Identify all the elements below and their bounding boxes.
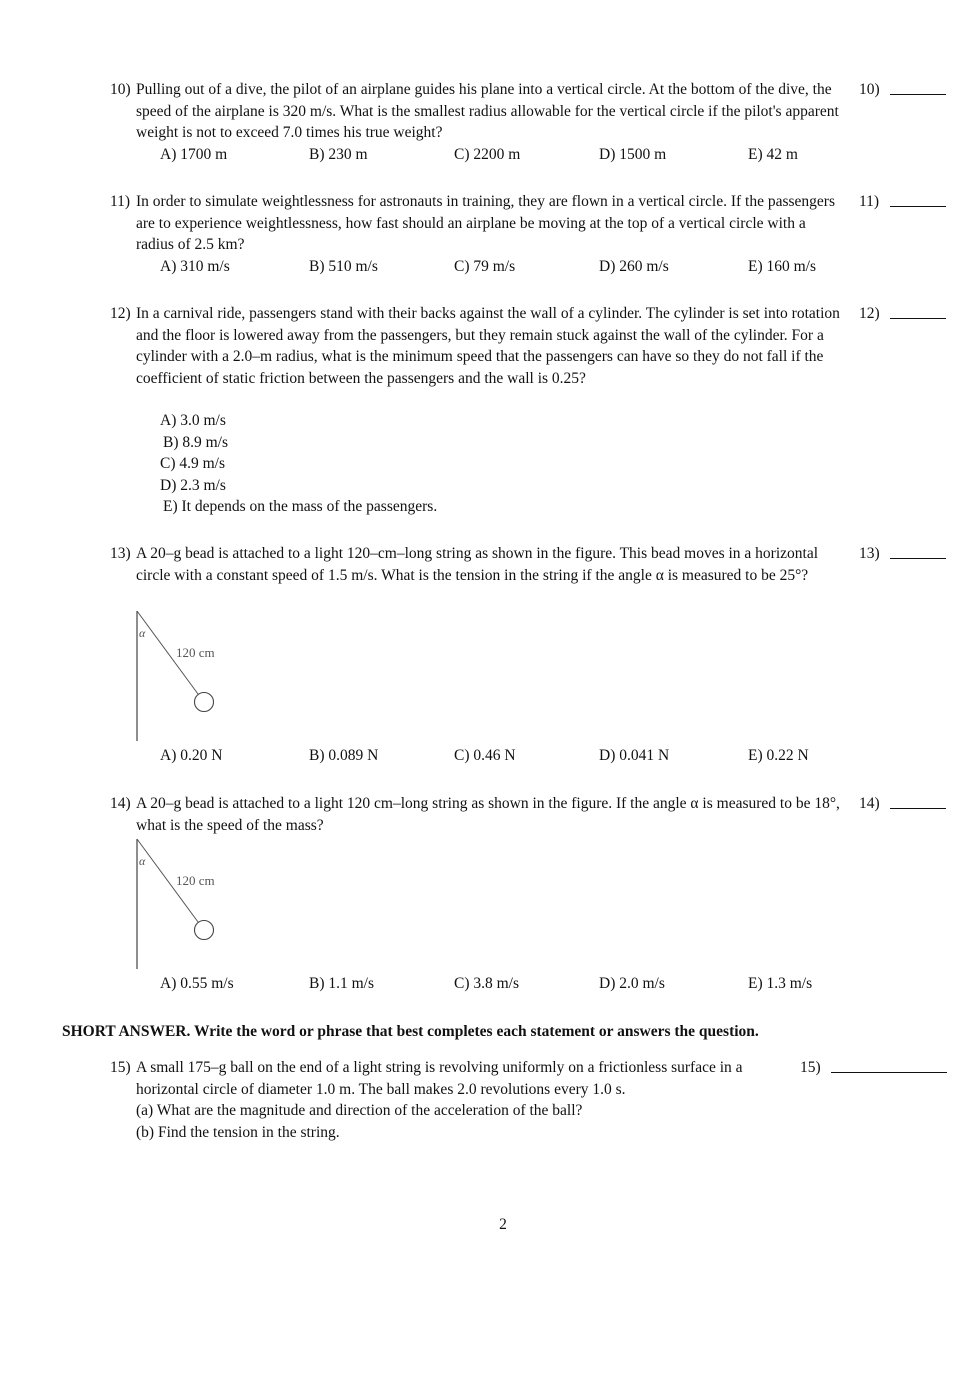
question-number: 13) xyxy=(110,545,131,562)
question-text: A 20–g bead is attached to a light 120–cm–long string as shown in the figure. This bead moves in a horizontal circle with a constant speed of 1.5 m/s. What is the tension in the string if the angle α is measured to be 25°? xyxy=(136,545,819,584)
bead-circle xyxy=(195,921,214,940)
question-text: Pulling out of a dive, the pilot of an airplane guides his plane into a vertical circle. At the bottom of the dive, the speed of the airplane is 320 m/s. What is the smallest radius allowable for the vertical circle if the pilot's apparent weight is not to exceed 7.0 times his true weight? xyxy=(136,81,839,141)
choice-a: A) 310 m/s xyxy=(160,257,230,275)
question-part-b: (b) Find the tension in the string. xyxy=(136,1123,340,1141)
choice-c: C) 4.9 m/s xyxy=(160,455,226,472)
choice-a: A) 1700 m xyxy=(160,145,228,163)
choice-d: D) 0.041 N xyxy=(599,747,670,764)
question-number: 14) xyxy=(110,795,131,812)
answer-line xyxy=(890,206,946,207)
choice-b: B) 0.089 N xyxy=(309,747,379,764)
pendulum-figure xyxy=(130,835,240,971)
answer-blank-label: 15) xyxy=(800,1059,821,1076)
angle-label: α xyxy=(139,854,146,868)
short-answer-heading: SHORT ANSWER. Write the word or phrase that best completes each statement or answers the question. xyxy=(62,1023,759,1040)
answer-line xyxy=(890,318,946,319)
question-number: 11) xyxy=(110,193,131,210)
choice-c: C) 3.8 m/s xyxy=(454,975,520,992)
choice-a: A) 0.55 m/s xyxy=(160,975,234,992)
bead-circle xyxy=(195,693,214,712)
question-number: 10) xyxy=(110,81,131,98)
choice-e: E) 42 m xyxy=(748,145,798,163)
answer-line xyxy=(890,94,946,95)
question-number: 12) xyxy=(110,305,131,322)
choice-a: A) 3.0 m/s xyxy=(160,412,226,429)
choice-d: D) 1500 m xyxy=(599,145,667,163)
question-text: In a carnival ride, passengers stand with their backs against the wall of a cylinder. The cylinder is set into rotation and the floor is lowered away from the passengers, but they remain stuck against the wall of the cylinder. For a cylinder with a 2.0–m radius, what is the minimum speed that the passengers can have so they do not fall if the coefficient of static friction between the passengers and the wall is 0.25? xyxy=(136,305,840,387)
choice-b: B) 8.9 m/s xyxy=(163,433,229,451)
question-stem: A small 175–g ball on the end of a light string is revolving uniformly on a frictionless surface in a horizontal circle of diameter 1.0 m. The ball makes 2.0 revolutions every 1.0 s. xyxy=(136,1059,743,1098)
choice-e: E) It depends on the mass of the passengers. xyxy=(163,498,438,515)
choice-a: A) 0.20 N xyxy=(160,747,223,764)
question-number: 15) xyxy=(110,1059,131,1076)
answer-line xyxy=(890,808,946,809)
choices xyxy=(160,410,437,518)
question-part-a: (a) What are the magnitude and direction of the acceleration of the ball? xyxy=(136,1102,583,1119)
choice-c: C) 0.46 N xyxy=(454,747,516,764)
choice-d: D) 2.0 m/s xyxy=(599,975,665,992)
choice-d: D) 260 m/s xyxy=(599,257,669,275)
answer-blank-label: 10) xyxy=(859,81,880,98)
answer-blank-label: 14) xyxy=(859,795,880,812)
page-number: 2 xyxy=(499,1216,507,1233)
length-label: 120 cm xyxy=(176,873,215,888)
choice-c: C) 79 m/s xyxy=(454,257,516,275)
choice-e: E) 160 m/s xyxy=(748,257,817,275)
answer-line xyxy=(831,1072,947,1073)
question-text: A 20–g bead is attached to a light 120 cm–long string as shown in the figure. If the angle α is measured to be 18°, what is the speed of the mass? xyxy=(136,795,840,834)
choice-c: C) 2200 m xyxy=(454,145,521,163)
choice-b: B) 1.1 m/s xyxy=(309,975,375,992)
question-text xyxy=(136,1057,776,1143)
choice-e: E) 1.3 m/s xyxy=(748,975,813,992)
choice-e: E) 0.22 N xyxy=(748,747,809,764)
angle-label: α xyxy=(139,626,146,640)
choice-d: D) 2.3 m/s xyxy=(160,476,226,494)
answer-blank-label: 11) xyxy=(859,193,880,210)
answer-blank-label: 12) xyxy=(859,305,880,322)
question-text: In order to simulate weightlessness for astronauts in training, they are flown in a vertical circle. If the passengers are to experience weightlessness, how fast should an airplane be moving at the top of a vertical circle with a radius of 2.5 km? xyxy=(136,193,835,253)
choice-b: B) 230 m xyxy=(309,145,368,163)
answer-line xyxy=(890,558,946,559)
choice-b: B) 510 m/s xyxy=(309,257,378,275)
answer-blank-label: 13) xyxy=(859,545,880,562)
pendulum-figure xyxy=(130,607,240,743)
length-label: 120 cm xyxy=(176,645,215,660)
